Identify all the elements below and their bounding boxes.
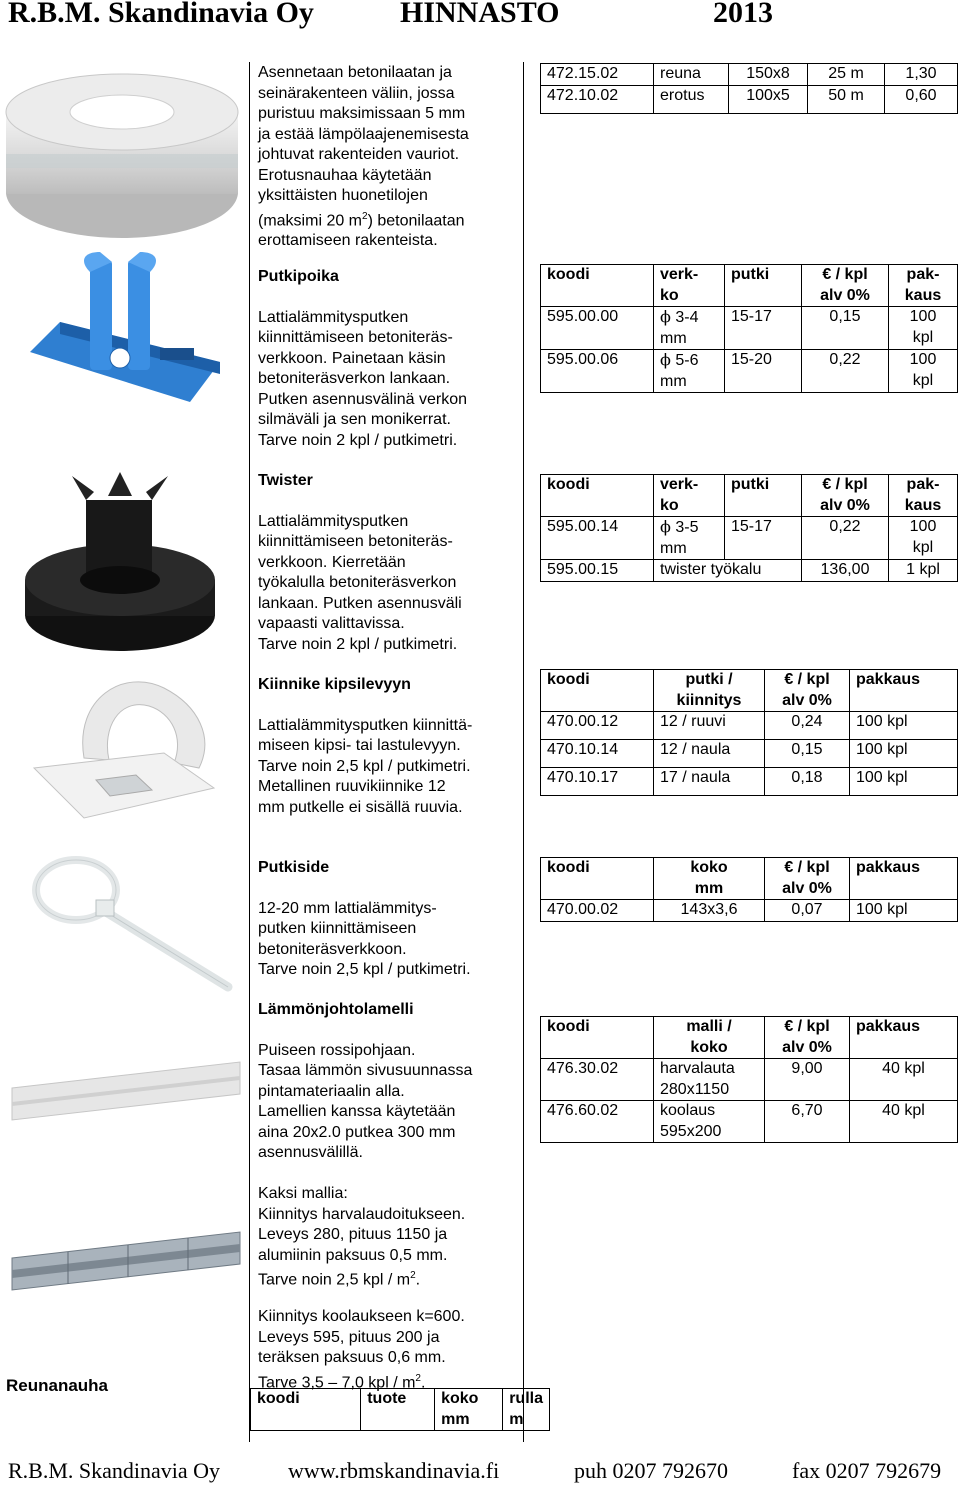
document-year: 2013: [713, 0, 773, 29]
aluminium-lamella-image: [8, 1058, 244, 1128]
putkipoika-description: Putkipoika Lattialämmitysputken kiinnittämiseen betoniteräs- verkkoon. Painetaan käsin betoniteräsverkon lankaan. Putken asennusvälinä verkon silmäväli ja sen monikerrat. Tarve noin 2 kpl / putkimetri.: [258, 267, 520, 451]
table-row: 595.00.06 ϕ 5-6 mm 15-20 0,22 100 kpl: [541, 350, 958, 393]
kiinnike-price-table: [540, 669, 958, 796]
table-row: koodi verk- ko putki € / kpl alv 0% pak- kaus: [541, 475, 958, 517]
lammonjohtolamelli-models: Kaksi mallia: Kiinnitys harvalaudoitukseen. Leveys 280, pituus 1150 ja alumiinin paksuus 0,5 mm. Tarve noin 2,5 kpl / $m^2$.: [258, 1185, 466, 1289]
lammonjohtolamelli-price-table: [540, 1016, 958, 1143]
table-row: koodi malli / koko € / kpl alv 0% pakkaus: [541, 1017, 958, 1059]
reunanauha-label: Reunanauha: [6, 1376, 109, 1395]
lammonjohtolamelli-model-2: Kiinnitys koolaukseen k=600. Leveys 595, pituus 200 ja teräksen paksuus 0,6 mm. Tarve 3,5 – 7,0 kpl / $m^2$.: [258, 1308, 465, 1391]
table-row: 470.00.12 12 / ruuvi 0,24 100 kpl: [541, 712, 958, 740]
table-row: 476.30.02 harvalauta 280x1150 9,00 40 kpl: [541, 1059, 958, 1101]
twister-clip-image: [20, 470, 220, 655]
divider-right: [523, 62, 524, 1442]
table-row: 470.00.02 143x3,6 0,07 100 kpl: [541, 900, 958, 922]
table-row: koodi tuote koko mm rulla m: [251, 1389, 550, 1431]
putkipoika-title: Putkipoika: [258, 268, 339, 285]
company-name: R.B.M. Skandinavia Oy: [8, 0, 314, 29]
kiinnike-title: Kiinnike kipsilevyyn: [258, 676, 411, 693]
footer-company: R.B.M. Skandinavia Oy: [8, 1458, 221, 1483]
lammonjohtolamelli-title: Lämmönjohtolamelli: [258, 1001, 414, 1018]
steel-lamella-image: [8, 1228, 244, 1298]
table-row: 470.10.17 17 / naula 0,18 100 kpl: [541, 768, 958, 796]
putkiside-price-table: [540, 857, 958, 922]
document-title: HINNASTO: [400, 0, 560, 29]
kiinnike-description: Kiinnike kipsilevyyn Lattialämmitysputken kiinnittä- miseen kipsi- tai lastulevyyn. Tarve noin 2,5 kpl / putkimetri. Metallinen ruuvikiinnike 12 mm putkelle ei sisällä ruuvia.: [258, 675, 520, 818]
putkiside-description: Putkiside 12-20 mm lattialämmitys- putken kiinnittämiseen betoniteräsverkkoon. Tarve noin 2,5 kpl / putkimetri.: [258, 858, 520, 981]
reunanauha-header-table: [250, 1388, 550, 1431]
table-row: 595.00.14 ϕ 3-5 mm 15-17 0,22 100 kpl: [541, 517, 958, 560]
kipsi-clip-image: [14, 668, 234, 828]
footer-fax: fax 0207 792679: [792, 1458, 942, 1483]
footer-phone: puh 0207 792670: [574, 1458, 728, 1483]
divider-left: [249, 62, 250, 1442]
twister-title: Twister: [258, 472, 313, 489]
table-row: 595.00.00 ϕ 3-4 mm 15-17 0,15 100 kpl: [541, 307, 958, 350]
table-row: koodi koko mm € / kpl alv 0% pakkaus: [541, 858, 958, 900]
reunanauha-price-table: [540, 63, 958, 114]
putkipoika-price-table: [540, 264, 958, 393]
putkiside-title: Putkiside: [258, 859, 330, 876]
table-row: 472.15.02 reuna 150x8 25 m 1,30: [541, 64, 958, 86]
twister-price-table: [540, 474, 958, 582]
reunanauha-description: Asennetaan betonilaatan ja seinärakenteen väliin, jossa puristuu maksimissaan 5 mm ja estää lämpölaajenemisesta johtuvat rakenteiden vauriot. Erotusnauhaa käytetään yksittäisten huonetilojen (maksimi 20 $m^2$) betonilaatan erottamiseen rakenteista.: [258, 64, 469, 250]
table-row: 472.10.02 erotus 100x5 50 m 0,60: [541, 85, 958, 113]
twister-description: Twister Lattialämmitysputken kiinnittämiseen betoniteräs- verkkoon. Kierretään työkalulla betoniteräsverkon lankaan. Putken asennusväli vapaasti valittavissa. Tarve noin 2 kpl / putkimetri.: [258, 471, 520, 655]
table-row: koodi verk- ko putki € / kpl alv 0% pak- kaus: [541, 265, 958, 307]
table-row: 595.00.15 twister työkalu 136,00 1 kpl: [541, 560, 958, 582]
cable-tie-image: [18, 852, 233, 1002]
putkipoika-clip-image: [20, 252, 230, 412]
table-row: koodi putki / kiinnitys € / kpl alv 0% pakkaus: [541, 670, 958, 712]
lammonjohtolamelli-description: Lämmönjohtolamelli Puiseen rossipohjaan. Tasaa lämmön sivusuunnassa pintamateriaalin alla. Lamellien kanssa käytetään aina 20x2.0 putkea 300 mm asennusvälillä.: [258, 1000, 520, 1164]
tape-roll-image: [4, 72, 240, 242]
footer-website[interactable]: www.rbmskandinavia.fi: [288, 1458, 500, 1483]
table-row: 476.60.02 koolaus 595x200 6,70 40 kpl: [541, 1101, 958, 1143]
table-row: 470.10.14 12 / naula 0,15 100 kpl: [541, 740, 958, 768]
